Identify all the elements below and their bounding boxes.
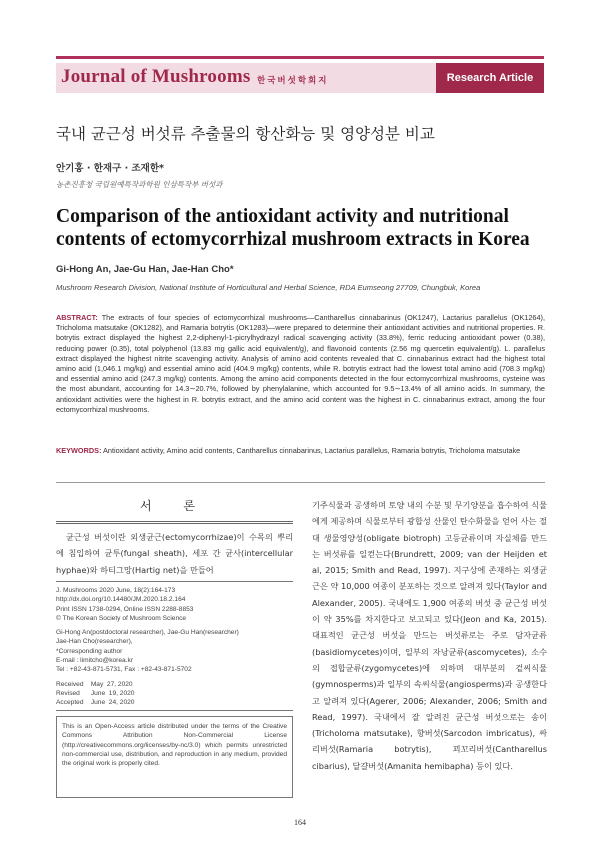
page-number: 164 — [294, 818, 306, 827]
email[interactable]: E-mail : limitcho@korea.kr — [56, 657, 134, 665]
received-date: Received May 27, 2020 — [56, 680, 133, 688]
revised-date: Revised June 19, 2020 — [56, 689, 135, 697]
heading-rule-bottom — [56, 523, 293, 524]
korean-affiliation: 농촌진흥청 국립원예특작과학원 인삼특작부 버섯과 — [56, 180, 223, 189]
open-access-notice: This is an Open-Access article distributed under the terms of the Creative Commons Attribution Non-Commercial License (http://creativecommons.org/licenses/by-nc/3.0) which permits unrestricted non-commercial use, distribution, and reproduction in any medium, provided the original work is properly cited. — [56, 716, 293, 798]
keywords-label: KEYWORDS: — [56, 446, 102, 455]
english-title: Comparison of the antioxidant activity and nutritional contents of ectomycorrhizal mushroom extracts in Korea — [56, 206, 530, 250]
korean-authors: 안기홍 · 한재구 · 조재한* — [56, 163, 165, 174]
section-divider — [56, 482, 545, 483]
corresponding-author: *Corresponding author — [56, 647, 123, 655]
journal-name: Journal of Mushrooms — [61, 66, 251, 87]
copyright: © The Korean Society of Mushroom Science — [56, 614, 187, 622]
article-info-box — [56, 581, 293, 711]
english-affiliation: Mushroom Research Division, National Institute of Horticultural and Herbal Science, RDA Eumseong 27709, Chungbuk, Korea — [56, 283, 481, 292]
phone-fax: Tel : +82-43-871-5731, Fax : +82-43-871-5702 — [56, 666, 192, 674]
header-top-rule — [56, 56, 544, 59]
english-authors: Gi-Hong An, Jae-Gu Han, Jae-Han Cho* — [56, 264, 234, 275]
article-type-badge: Research Article — [436, 63, 544, 93]
keywords-text: Antioxidant activity, Amino acid contents, Cantharellus cinnabarinus, Lactarius parallelus, Ramaria botrytis, Tricholoma matsutake — [103, 446, 521, 455]
abstract — [56, 313, 545, 415]
issn: Print ISSN 1738-0294, Online ISSN 2288-8853 — [56, 605, 194, 613]
keywords — [56, 446, 545, 456]
korean-title: 국내 균근성 버섯류 추출물의 항산화능 및 영양성분 비교 — [56, 125, 435, 143]
citation: J. Mushrooms 2020 June, 18(2):164-173 — [56, 587, 176, 594]
abstract-text: The extracts of four species of ectomycorrhizal mushrooms—Cantharellus cinnabarinus (OK1247), Lactarius parallelus (OK1264), Tricholoma matsutake (OK1282), and Ramaria botrytis (OK1283)—were prepared to determine their antioxidant activities and nutritional properties. R. botrytis extract displayed the highest 2,2-diphenyl-1-picrylhydrazyl radical scavenging activity (33.8%), ferric reducing antioxidant power (0.38), reducing power (0.35), total polyphenol (13.83 mg gallic acid equivalent/g), and flavonoid contents (2.56 mg quercetin equivalent/g). L. parallelus extract displayed the highest nitrite scavenging activity. Analysis of amino acid contents revealed that C. cinnabarinus extract had the highest total amino acid (1,046.1 mg/kg) and essential amino acid (404.9 mg/kg) contents, while R. botrytis extract had the lowest total amino acid (708.3 mg/kg) and essential amino acid (247.3 mg/kg) contents. Among the amino acid components detected in the four ectomycorrhizal mushrooms, cysteine was the most abundant, accounting for 14.3∼20.7%, followed by phenylalanine, which accounted for 9.5∼13.4% of all amino acids. In summary, the antioxidant activities were the highest in R. botrytis extract, and the amino acid content was the highest in C. cinnabarinus extract, among the four ectomycorrhizal mushrooms. — [56, 313, 545, 414]
author-roles-1: Gi-Hong An(postdoctoral researcher), Jae-Gu Han(researcher) — [56, 629, 239, 637]
accepted-date: Accepted June 24, 2020 — [56, 699, 135, 707]
introduction-right-column: 기주식물과 공생하며 토양 내의 수분 및 무기양분을 흡수하여 식물에게 제공하며 식물로부터 광합성 산물인 탄수화물을 얻어 사는 절대 생물영양성(obligate biotroph) 고등균류이며 자실체를 만드는 버섯류를 일컫는다(Brundrett, 2009; van der Heijden et al, 2015; Smith and Read, 1997). 지구상에 존재하는 외생균근은 약 10,000 여종이 분포하는 것으로 알려져 있다(Taylor and Alexander, 2005). 국내에도 1,900 여종의 버섯 중 균근성 버섯이 약 35%를 차지한다고 보고되고 있다(Jeon and Ka, 2015). 대표적인 균근성 버섯을 만드는 버섯류로는 주로 담자균류(basidiomycetes)이며, 일부의 자낭균류(ascomycetes), 소수의 접합균류(zygomycetes)에 의하며 대부분의 겉씨식물(gymnosperms)과 일부의 속씨식물(angiosperms)과 공생한다고 알려져 있다(Agerer, 2006; Alexander, 2006; Smith and Read, 1997). 국내에서 잘 알려진 균근성 버섯으로는 송이(Tricholoma matsutake), 향버섯(Sarcodon imbricatus), 싸리버섯(Ramaria botrytis), 꾀꼬리버섯(Cantharellus cibarius), 달걀버섯(Amanita hemibapha) 등이 있다. — [312, 500, 547, 771]
introduction-heading: 서 론 — [140, 499, 209, 513]
heading-rule-top — [56, 521, 293, 522]
abstract-label: ABSTRACT: — [56, 313, 98, 322]
journal-korean-name: 한국버섯학회지 — [257, 76, 329, 86]
doi-link[interactable]: http://dx.doi.org/10.14480/JM.2020.18.2.164 — [56, 596, 186, 604]
author-roles-2: Jae-Han Cho(researcher), — [56, 638, 133, 646]
introduction-left-column: 균근성 버섯이란 외생균근(ectomycorrhizae)이 수목의 뿌리에 침입하여 균투(fungal sheath), 세포 간 균사(intercellular hyphae)와 하티그망(Hartig net)을 만들어 — [56, 532, 293, 575]
